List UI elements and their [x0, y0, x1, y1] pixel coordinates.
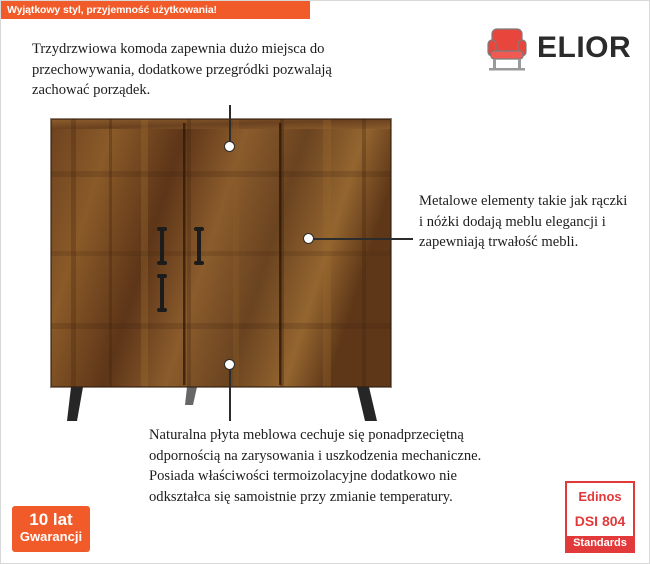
note-board-material: Naturalna płyta meblowa cechuje się ponadprzeciętną odpornością na zarysowania i uszkodzenia mechaniczne. Posiada właściwości termoizolacyjne dodatkowo nie odkształca się samoistnie przy zmianie temperatury.	[149, 427, 482, 506]
guarantee-badge	[12, 506, 90, 552]
note-storage: Trzydrzwiowa komoda zapewnia dużo miejsca do przechowywania, dodatkowe przegródki pozwalają zachować porządek.	[32, 41, 332, 99]
brand-name: ELIOR	[537, 31, 632, 64]
callout-dot-right	[303, 233, 314, 244]
certificate-code-text: DSI	[574, 513, 599, 529]
guarantee-label: Gwarancji	[19, 529, 83, 544]
leader-line-top	[229, 105, 231, 145]
product-photo	[37, 111, 407, 421]
leader-line-bottom	[229, 367, 231, 421]
callout-dot-bottom	[224, 359, 235, 370]
certificate-standards: Standards	[567, 536, 633, 551]
guarantee-years: 10 lat	[29, 510, 73, 529]
certificate-code	[567, 514, 633, 529]
armchair-icon	[481, 23, 533, 75]
note-metal-elements: Metalowe elementy takie jak rączki i nóżki dodają meblu elegancji i zapewniają trwałość mebli.	[419, 193, 628, 251]
leader-line-right	[313, 238, 413, 240]
metal-legs	[67, 387, 377, 421]
top-banner: Wyjątkowy styl, przyjemność użytkowania!	[1, 1, 310, 19]
certificate-number: 804	[601, 513, 626, 529]
brand-logo	[481, 23, 631, 75]
certificate-badge	[565, 481, 635, 553]
certificate-brand: Edinos	[578, 489, 622, 504]
callout-dot-top	[224, 141, 235, 152]
